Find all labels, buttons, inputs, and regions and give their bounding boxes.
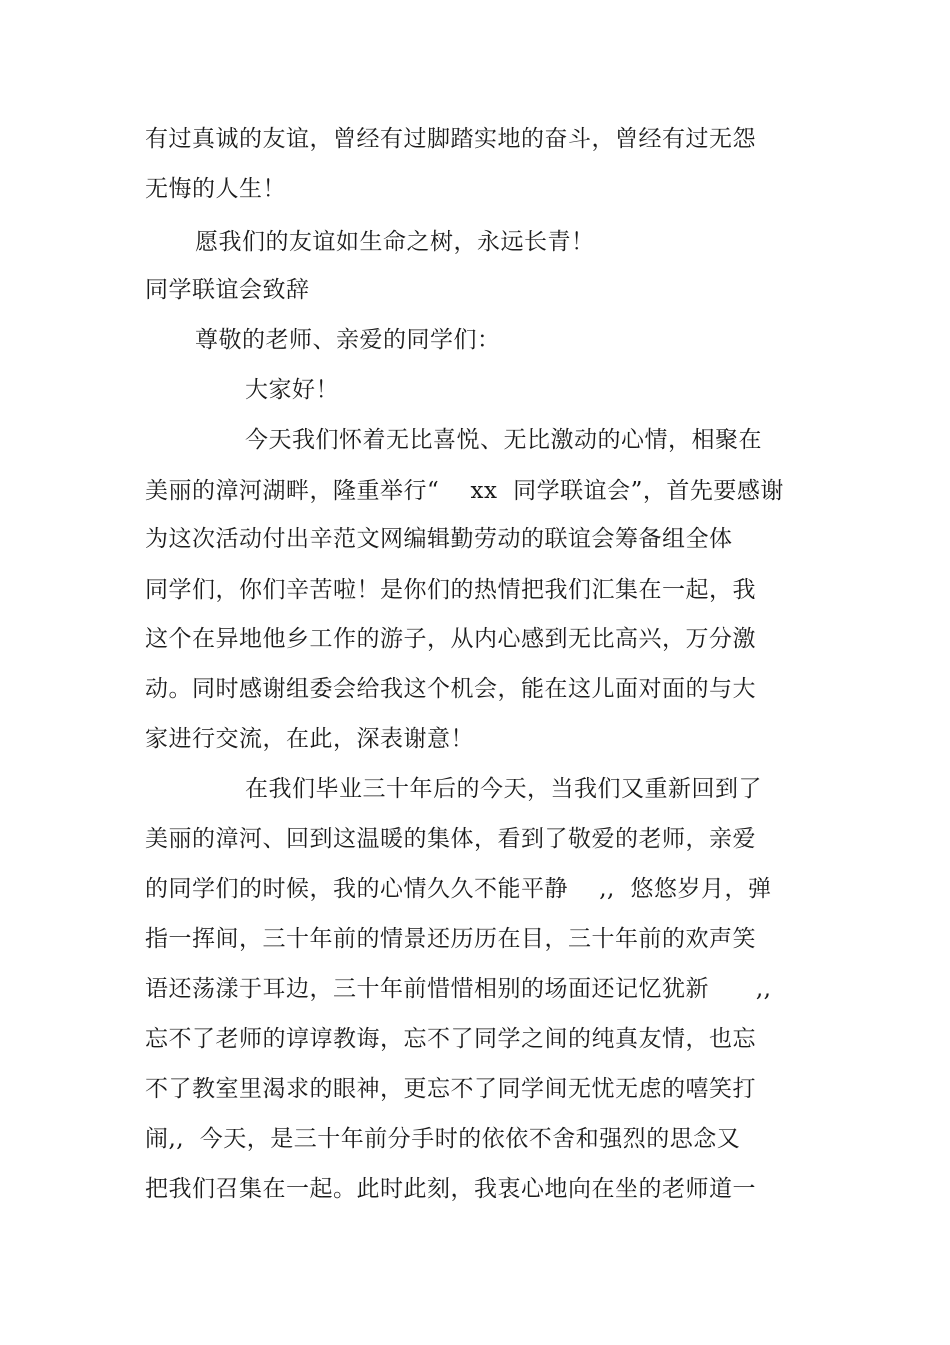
text-line-15: 美丽的漳河、回到这温暖的集体，看到了敬爱的老师，亲爱 [145,826,756,852]
text-line-18: 语还荡漾于耳边，三十年前惜惜相别的场面还记忆犹新 ,, [145,976,772,1002]
text-line-22: 把我们召集在一起。此时此刻，我衷心地向在坐的老师道一 [145,1176,756,1202]
text-line-14: 在我们毕业三十年后的今天，当我们又重新回到了 [245,776,762,802]
text-line-19: 忘不了老师的谆谆教诲，忘不了同学之间的纯真友情，也忘 [145,1026,756,1052]
text-line-16: 的同学们的时候，我的心情久久不能平静 ,, 悠悠岁月，弹 [145,876,772,902]
text-line-7: 今天我们怀着无比喜悦、无比激动的心情，相聚在 [245,427,762,453]
text-line-20: 不了教室里渴求的眼神，更忘不了同学间无忧无虑的嘻笑打 [145,1076,756,1102]
text-line-9: 为这次活动付出辛范文网编辑勤劳动的联谊会筹备组全体 [145,526,733,552]
text-line-12: 动。同时感谢组委会给我这个机会，能在这儿面对面的与大 [145,676,756,702]
text-line-1: 有过真诚的友谊，曾经有过脚踏实地的奋斗，曾经有过无怨 [145,126,756,152]
text-line-2: 无悔的人生！ [145,176,286,202]
greeting: 大家好！ [245,377,339,403]
text-line-3: 愿我们的友谊如生命之树，永远长青！ [195,229,595,255]
text-line-11: 这个在异地他乡工作的游子，从内心感到无比高兴，万分激 [145,626,756,652]
text-line-13: 家进行交流，在此，深表谢意！ [145,726,474,752]
text-line-17: 指一挥间，三十年前的情景还历历在目，三十年前的欢声笑 [145,926,756,952]
section-title: 同学联谊会致辞 [145,277,310,303]
text-line-8: 美丽的漳河湖畔，隆重举行“ xx 同学联谊会”，首先要感谢 [145,478,784,504]
text-line-10: 同学们，你们辛苦啦！是你们的热情把我们汇集在一起，我 [145,577,756,603]
text-line-21: 闹,, 今天，是三十年前分手时的依依不舍和强烈的思念又 [145,1126,741,1152]
salutation: 尊敬的老师、亲爱的同学们： [195,327,501,353]
